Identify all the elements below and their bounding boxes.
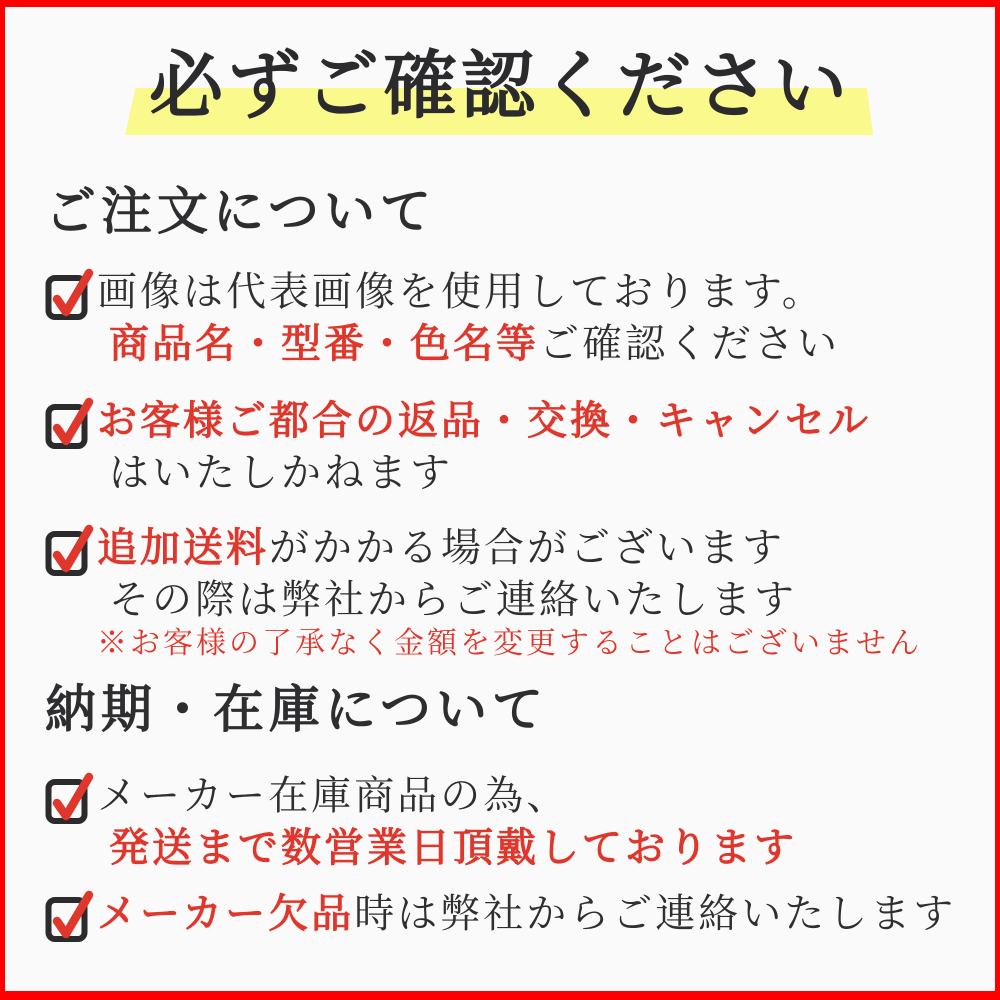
section-heading-order: ご注文について: [45, 182, 436, 242]
item-text: その際は弊社からご連絡いたします: [109, 577, 797, 623]
item-text-lines: [97, 395, 871, 499]
checkbox-check-icon: [45, 889, 91, 943]
item-text: 画像は代表画像を使用しております。: [97, 269, 825, 315]
item-line: [97, 522, 797, 574]
item-line: [97, 447, 871, 499]
item-line: [97, 888, 956, 940]
notice-item-representative-image: [45, 266, 840, 370]
notice-item-maker-shortage: [45, 888, 956, 943]
notice-item-returns: [45, 395, 871, 499]
item-text-lines: [97, 770, 797, 874]
item-line: [97, 770, 797, 822]
checkbox-check-icon: [45, 267, 91, 321]
item-text: はいたしかねます: [109, 450, 453, 496]
item-line: [97, 318, 840, 370]
item-text-lines: [97, 266, 840, 370]
item-text: 時は弊社からご連絡いたします: [354, 891, 957, 937]
item-line: [97, 574, 797, 626]
item-line: [97, 395, 871, 447]
checkbox-check-icon: [45, 396, 91, 450]
item-text: がかかる場合がございます: [269, 525, 785, 571]
item-text-highlight: メーカー欠品: [97, 890, 355, 937]
notice-item-maker-stock: [45, 770, 797, 874]
item-text-highlight: お客様ご都合の返品・交換・キャンセル: [97, 397, 871, 444]
item-text-highlight: 発送まで数営業日頂戴しております: [109, 824, 797, 871]
item-line: [97, 266, 840, 318]
page-title: 必ずご確認ください: [149, 43, 851, 129]
item-line: [97, 822, 797, 874]
item-text: ご確認ください: [539, 321, 840, 367]
item-text-highlight: 追加送料: [97, 524, 269, 571]
section-heading-stock: 納期・在庫について: [45, 680, 548, 740]
checkbox-check-icon: [45, 771, 91, 825]
item-text-lines: [97, 888, 956, 940]
item-text: メーカー在庫商品の為、: [97, 773, 570, 819]
title-banner: [5, 38, 995, 134]
item-text-lines: [97, 522, 797, 626]
price-change-note: ※お客様の了承なく金額を変更することはございません: [97, 626, 922, 661]
item-text-highlight: 商品名・型番・色名等: [109, 320, 539, 367]
notice-item-extra-shipping: [45, 522, 797, 626]
checkbox-check-icon: [45, 523, 91, 577]
